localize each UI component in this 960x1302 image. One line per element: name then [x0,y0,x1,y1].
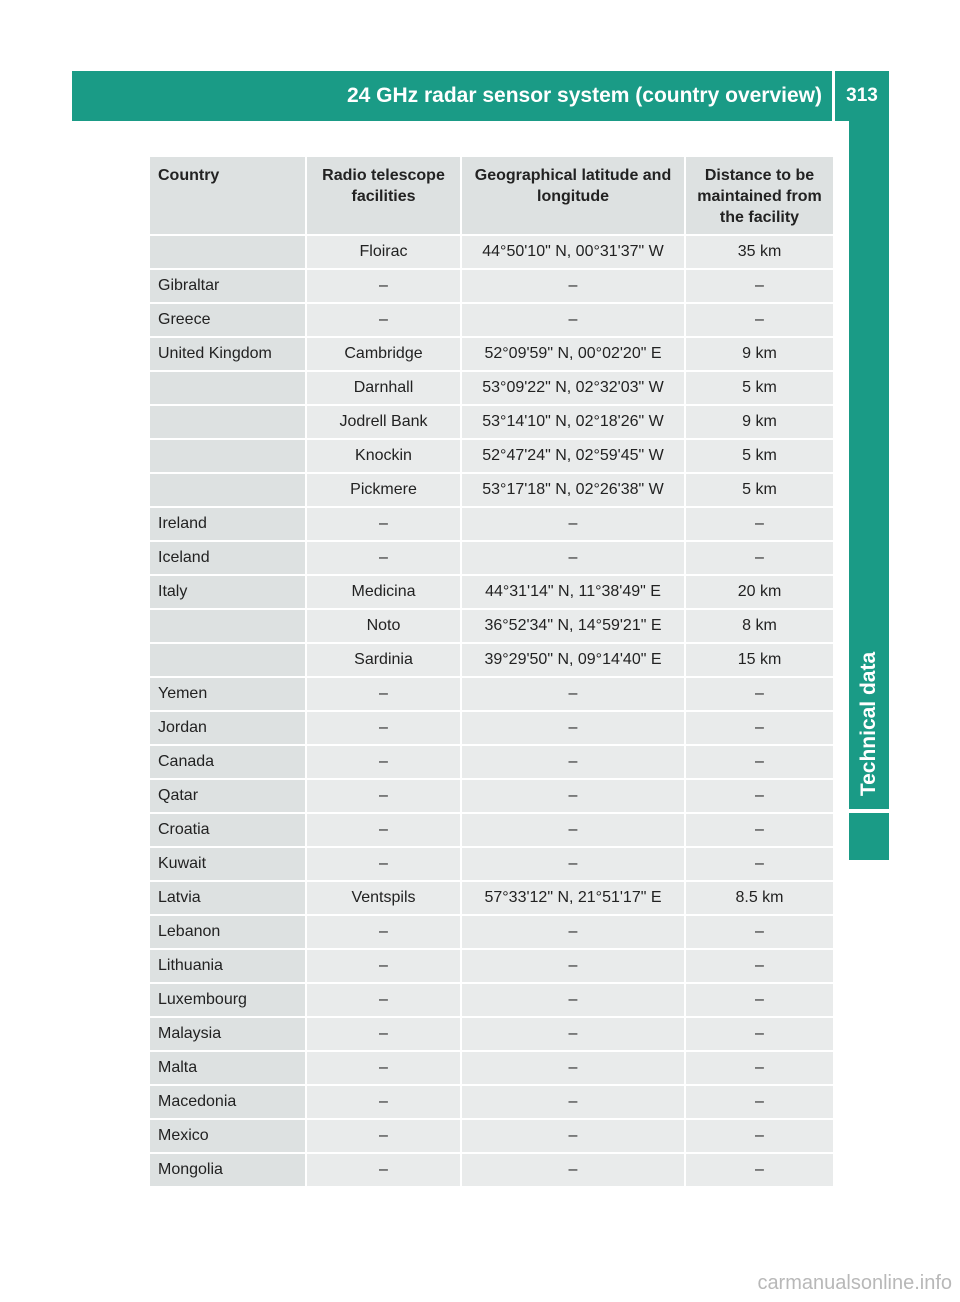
cell-country [149,405,306,439]
cell-country [149,439,306,473]
cell-facility: – [306,1051,461,1085]
cell-distance: 9 km [685,405,834,439]
section-title: 24 GHz radar sensor system (country overview) [346,84,822,107]
cell-distance: – [685,1017,834,1051]
cell-country: Greece [149,303,306,337]
cell-facility: Knockin [306,439,461,473]
cell-country: Macedonia [149,1085,306,1119]
cell-facility: – [306,1153,461,1187]
table-row [149,609,834,643]
cell-distance: 9 km [685,337,834,371]
table-row [149,847,834,881]
cell-country: Malta [149,1051,306,1085]
cell-facility: – [306,1017,461,1051]
table-row [149,541,834,575]
column-header-country: Country [149,156,306,235]
cell-coordinates: 52°09'59" N, 00°02'20" E [461,337,685,371]
column-header-distance: Distance to be maintained from the facility [685,156,834,235]
cell-coordinates: – [461,949,685,983]
cell-coordinates: – [461,1153,685,1187]
cell-coordinates: – [461,813,685,847]
table-body [149,235,834,1187]
cell-country: United Kingdom [149,337,306,371]
table-header-row [149,156,834,235]
side-tab [849,640,889,808]
cell-country: Mexico [149,1119,306,1153]
cell-coordinates: – [461,303,685,337]
cell-distance: – [685,949,834,983]
cell-facility: – [306,677,461,711]
page-header [72,71,889,121]
cell-facility: – [306,507,461,541]
cell-facility: – [306,541,461,575]
cell-coordinates: 53°17'18" N, 02°26'38" W [461,473,685,507]
cell-coordinates: 44°31'14" N, 11°38'49" E [461,575,685,609]
table-row [149,473,834,507]
table-row [149,269,834,303]
table-row [149,643,834,677]
table-row [149,235,834,269]
table-row [149,949,834,983]
cell-facility: Darnhall [306,371,461,405]
cell-facility: – [306,813,461,847]
cell-coordinates: – [461,1051,685,1085]
table-row [149,881,834,915]
cell-country: Jordan [149,711,306,745]
table-row [149,1051,834,1085]
cell-coordinates: – [461,847,685,881]
table-row [149,677,834,711]
table-row [149,439,834,473]
cell-coordinates: – [461,779,685,813]
cell-facility: – [306,915,461,949]
cell-facility: – [306,711,461,745]
cell-facility: Jodrell Bank [306,405,461,439]
table-row [149,915,834,949]
side-tab-label: Technical data [857,651,881,797]
cell-facility: Floirac [306,235,461,269]
cell-coordinates: – [461,1085,685,1119]
side-tab-marker [849,813,889,860]
cell-country: Malaysia [149,1017,306,1051]
cell-distance: – [685,541,834,575]
cell-distance: – [685,269,834,303]
cell-distance: – [685,677,834,711]
cell-distance: – [685,1153,834,1187]
cell-facility: Medicina [306,575,461,609]
table-row [149,507,834,541]
cell-facility: – [306,745,461,779]
cell-facility: Noto [306,609,461,643]
table-row [149,813,834,847]
cell-coordinates: 57°33'12" N, 21°51'17" E [461,881,685,915]
cell-country: Yemen [149,677,306,711]
cell-coordinates: – [461,711,685,745]
cell-facility: – [306,779,461,813]
cell-facility: Ventspils [306,881,461,915]
cell-distance: 8 km [685,609,834,643]
cell-distance: – [685,711,834,745]
cell-distance: – [685,813,834,847]
watermark: carmanualsonline.info [757,1272,952,1294]
cell-country: Italy [149,575,306,609]
table-row [149,371,834,405]
table-row [149,337,834,371]
column-header-facility: Radio telescope facilities [306,156,461,235]
cell-country: Kuwait [149,847,306,881]
table-row [149,1153,834,1187]
cell-facility: Pickmere [306,473,461,507]
table-row [149,745,834,779]
cell-distance: – [685,915,834,949]
cell-distance: – [685,1051,834,1085]
cell-facility: – [306,303,461,337]
cell-country: Croatia [149,813,306,847]
cell-country: Gibraltar [149,269,306,303]
cell-coordinates: 53°14'10" N, 02°18'26" W [461,405,685,439]
cell-distance: 5 km [685,371,834,405]
cell-coordinates: 53°09'22" N, 02°32'03" W [461,371,685,405]
cell-distance: – [685,779,834,813]
cell-coordinates: – [461,507,685,541]
cell-facility: Cambridge [306,337,461,371]
cell-coordinates: – [461,269,685,303]
cell-country: Lebanon [149,915,306,949]
cell-country [149,235,306,269]
table-row [149,575,834,609]
cell-coordinates: 36°52'34" N, 14°59'21" E [461,609,685,643]
cell-country [149,473,306,507]
table-row [149,983,834,1017]
cell-distance: – [685,1119,834,1153]
cell-facility: – [306,983,461,1017]
cell-distance: 8.5 km [685,881,834,915]
cell-country: Latvia [149,881,306,915]
cell-distance: 5 km [685,473,834,507]
cell-facility: – [306,1085,461,1119]
cell-distance: – [685,983,834,1017]
cell-distance: – [685,1085,834,1119]
cell-distance: 35 km [685,235,834,269]
cell-facility: – [306,949,461,983]
cell-country: Canada [149,745,306,779]
cell-facility: Sardinia [306,643,461,677]
table-row [149,303,834,337]
radio-telescope-table [148,155,835,1188]
cell-coordinates: 44°50'10" N, 00°31'37" W [461,235,685,269]
table-row [149,1017,834,1051]
cell-distance: – [685,303,834,337]
cell-coordinates: – [461,1017,685,1051]
cell-facility: – [306,269,461,303]
cell-facility: – [306,847,461,881]
cell-distance: 20 km [685,575,834,609]
cell-country: Iceland [149,541,306,575]
cell-coordinates: – [461,983,685,1017]
table-row [149,779,834,813]
cell-coordinates: – [461,541,685,575]
cell-distance: 15 km [685,643,834,677]
cell-country [149,609,306,643]
cell-country: Ireland [149,507,306,541]
cell-distance: 5 km [685,439,834,473]
cell-coordinates: – [461,677,685,711]
cell-country: Qatar [149,779,306,813]
cell-facility: – [306,1119,461,1153]
cell-country [149,371,306,405]
table-row [149,1119,834,1153]
cell-coordinates: – [461,1119,685,1153]
table-row [149,405,834,439]
cell-distance: – [685,745,834,779]
cell-coordinates: 39°29'50" N, 09°14'40" E [461,643,685,677]
cell-country: Luxembourg [149,983,306,1017]
cell-coordinates: – [461,915,685,949]
cell-country: Mongolia [149,1153,306,1187]
cell-country [149,643,306,677]
page-number: 313 [846,85,878,106]
cell-distance: – [685,847,834,881]
table-row [149,711,834,745]
cell-coordinates: 52°47'24" N, 02°59'45" W [461,439,685,473]
column-header-coordinates: Geographical latitude and longitude [461,156,685,235]
cell-country: Lithuania [149,949,306,983]
cell-distance: – [685,507,834,541]
table-row [149,1085,834,1119]
cell-coordinates: – [461,745,685,779]
